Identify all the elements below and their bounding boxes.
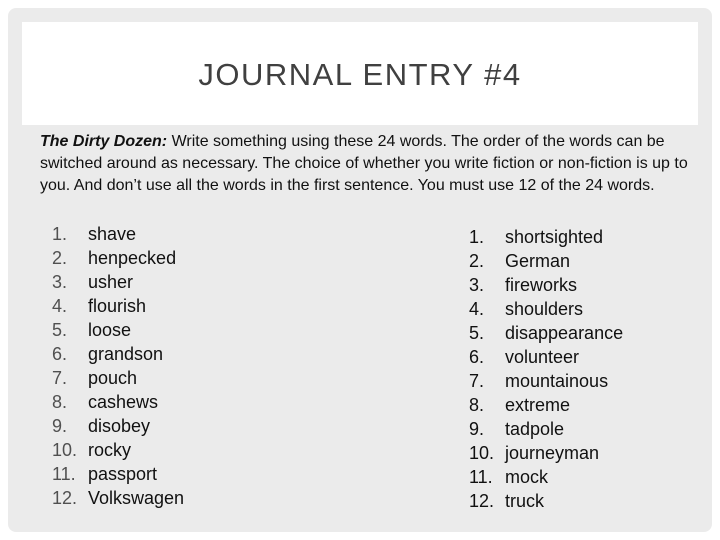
list-number: 8. bbox=[52, 392, 68, 412]
list-item bbox=[469, 249, 623, 273]
list-number: 5. bbox=[52, 320, 68, 340]
list-item bbox=[469, 321, 623, 345]
list-word: shoulders bbox=[505, 299, 584, 319]
list-item bbox=[52, 342, 184, 366]
word-list-left bbox=[52, 222, 184, 510]
list-word: mountainous bbox=[505, 371, 609, 391]
list-item bbox=[469, 297, 623, 321]
list-item bbox=[52, 318, 184, 342]
list-number: 2. bbox=[52, 248, 68, 268]
list-item bbox=[469, 465, 623, 489]
list-item bbox=[52, 366, 184, 390]
title-panel bbox=[22, 22, 698, 125]
list-number: 1. bbox=[52, 224, 68, 244]
list-item bbox=[469, 441, 623, 465]
list-number: 10. bbox=[469, 443, 495, 463]
list-item bbox=[52, 294, 184, 318]
list-number: 4. bbox=[52, 296, 68, 316]
list-word: fireworks bbox=[505, 275, 578, 295]
list-number: 11. bbox=[52, 464, 76, 484]
list-number: 4. bbox=[469, 299, 485, 319]
instructions-text: Write something using these 24 words. The order of the words can be switched around as necessary. The choice of whether you write fiction or non-fiction is up to you. And don’t use all the words in the first sentence. You must use 12 of the 24 words. bbox=[40, 133, 688, 194]
instructions-bold-lead: The Dirty Dozen: bbox=[40, 133, 168, 150]
list-number: 12. bbox=[469, 491, 495, 511]
list-word: extreme bbox=[505, 395, 571, 415]
list-word: mock bbox=[505, 467, 549, 487]
list-item bbox=[469, 489, 623, 513]
list-word: loose bbox=[88, 320, 132, 340]
list-item bbox=[52, 270, 184, 294]
list-word: rocky bbox=[88, 440, 132, 460]
list-number: 6. bbox=[469, 347, 485, 367]
list-word: henpecked bbox=[88, 248, 177, 268]
list-word: disappearance bbox=[505, 323, 624, 343]
list-number: 10. bbox=[52, 440, 78, 460]
list-item bbox=[52, 486, 184, 510]
list-word: volunteer bbox=[505, 347, 580, 367]
list-number: 1. bbox=[469, 227, 485, 247]
list-word: German bbox=[505, 251, 571, 271]
list-word: truck bbox=[505, 491, 545, 511]
list-item bbox=[469, 273, 623, 297]
list-number: 12. bbox=[52, 488, 78, 508]
list-item bbox=[52, 438, 184, 462]
list-item bbox=[52, 414, 184, 438]
list-word: shortsighted bbox=[505, 227, 604, 247]
list-item bbox=[469, 345, 623, 369]
list-number: 3. bbox=[52, 272, 68, 292]
list-number: 7. bbox=[469, 371, 485, 391]
list-number: 6. bbox=[52, 344, 68, 364]
list-word: flourish bbox=[88, 296, 147, 316]
list-item bbox=[52, 462, 184, 486]
list-word: tadpole bbox=[505, 419, 565, 439]
list-word: journeyman bbox=[505, 443, 600, 463]
list-word: usher bbox=[88, 272, 134, 292]
list-number: 9. bbox=[469, 419, 485, 439]
list-item bbox=[52, 246, 184, 270]
instructions-paragraph bbox=[40, 131, 690, 197]
list-item bbox=[469, 225, 623, 249]
list-number: 8. bbox=[469, 395, 485, 415]
list-word: passport bbox=[88, 464, 158, 484]
list-number: 7. bbox=[52, 368, 68, 388]
list-number: 3. bbox=[469, 275, 485, 295]
list-number: 9. bbox=[52, 416, 68, 436]
list-word: cashews bbox=[88, 392, 159, 412]
list-word: shave bbox=[88, 224, 137, 244]
list-item bbox=[52, 390, 184, 414]
list-word: disobey bbox=[88, 416, 151, 436]
list-item bbox=[469, 393, 623, 417]
list-item bbox=[469, 369, 623, 393]
list-number: 2. bbox=[469, 251, 485, 271]
list-item bbox=[469, 417, 623, 441]
list-number: 11. bbox=[469, 467, 493, 487]
list-word: Volkswagen bbox=[88, 488, 185, 508]
list-number: 5. bbox=[469, 323, 485, 343]
list-word: grandson bbox=[88, 344, 164, 364]
list-item bbox=[52, 222, 184, 246]
list-word: pouch bbox=[88, 368, 138, 388]
slide-title: JOURNAL ENTRY #4 bbox=[198, 56, 522, 92]
word-list-right bbox=[469, 225, 623, 513]
